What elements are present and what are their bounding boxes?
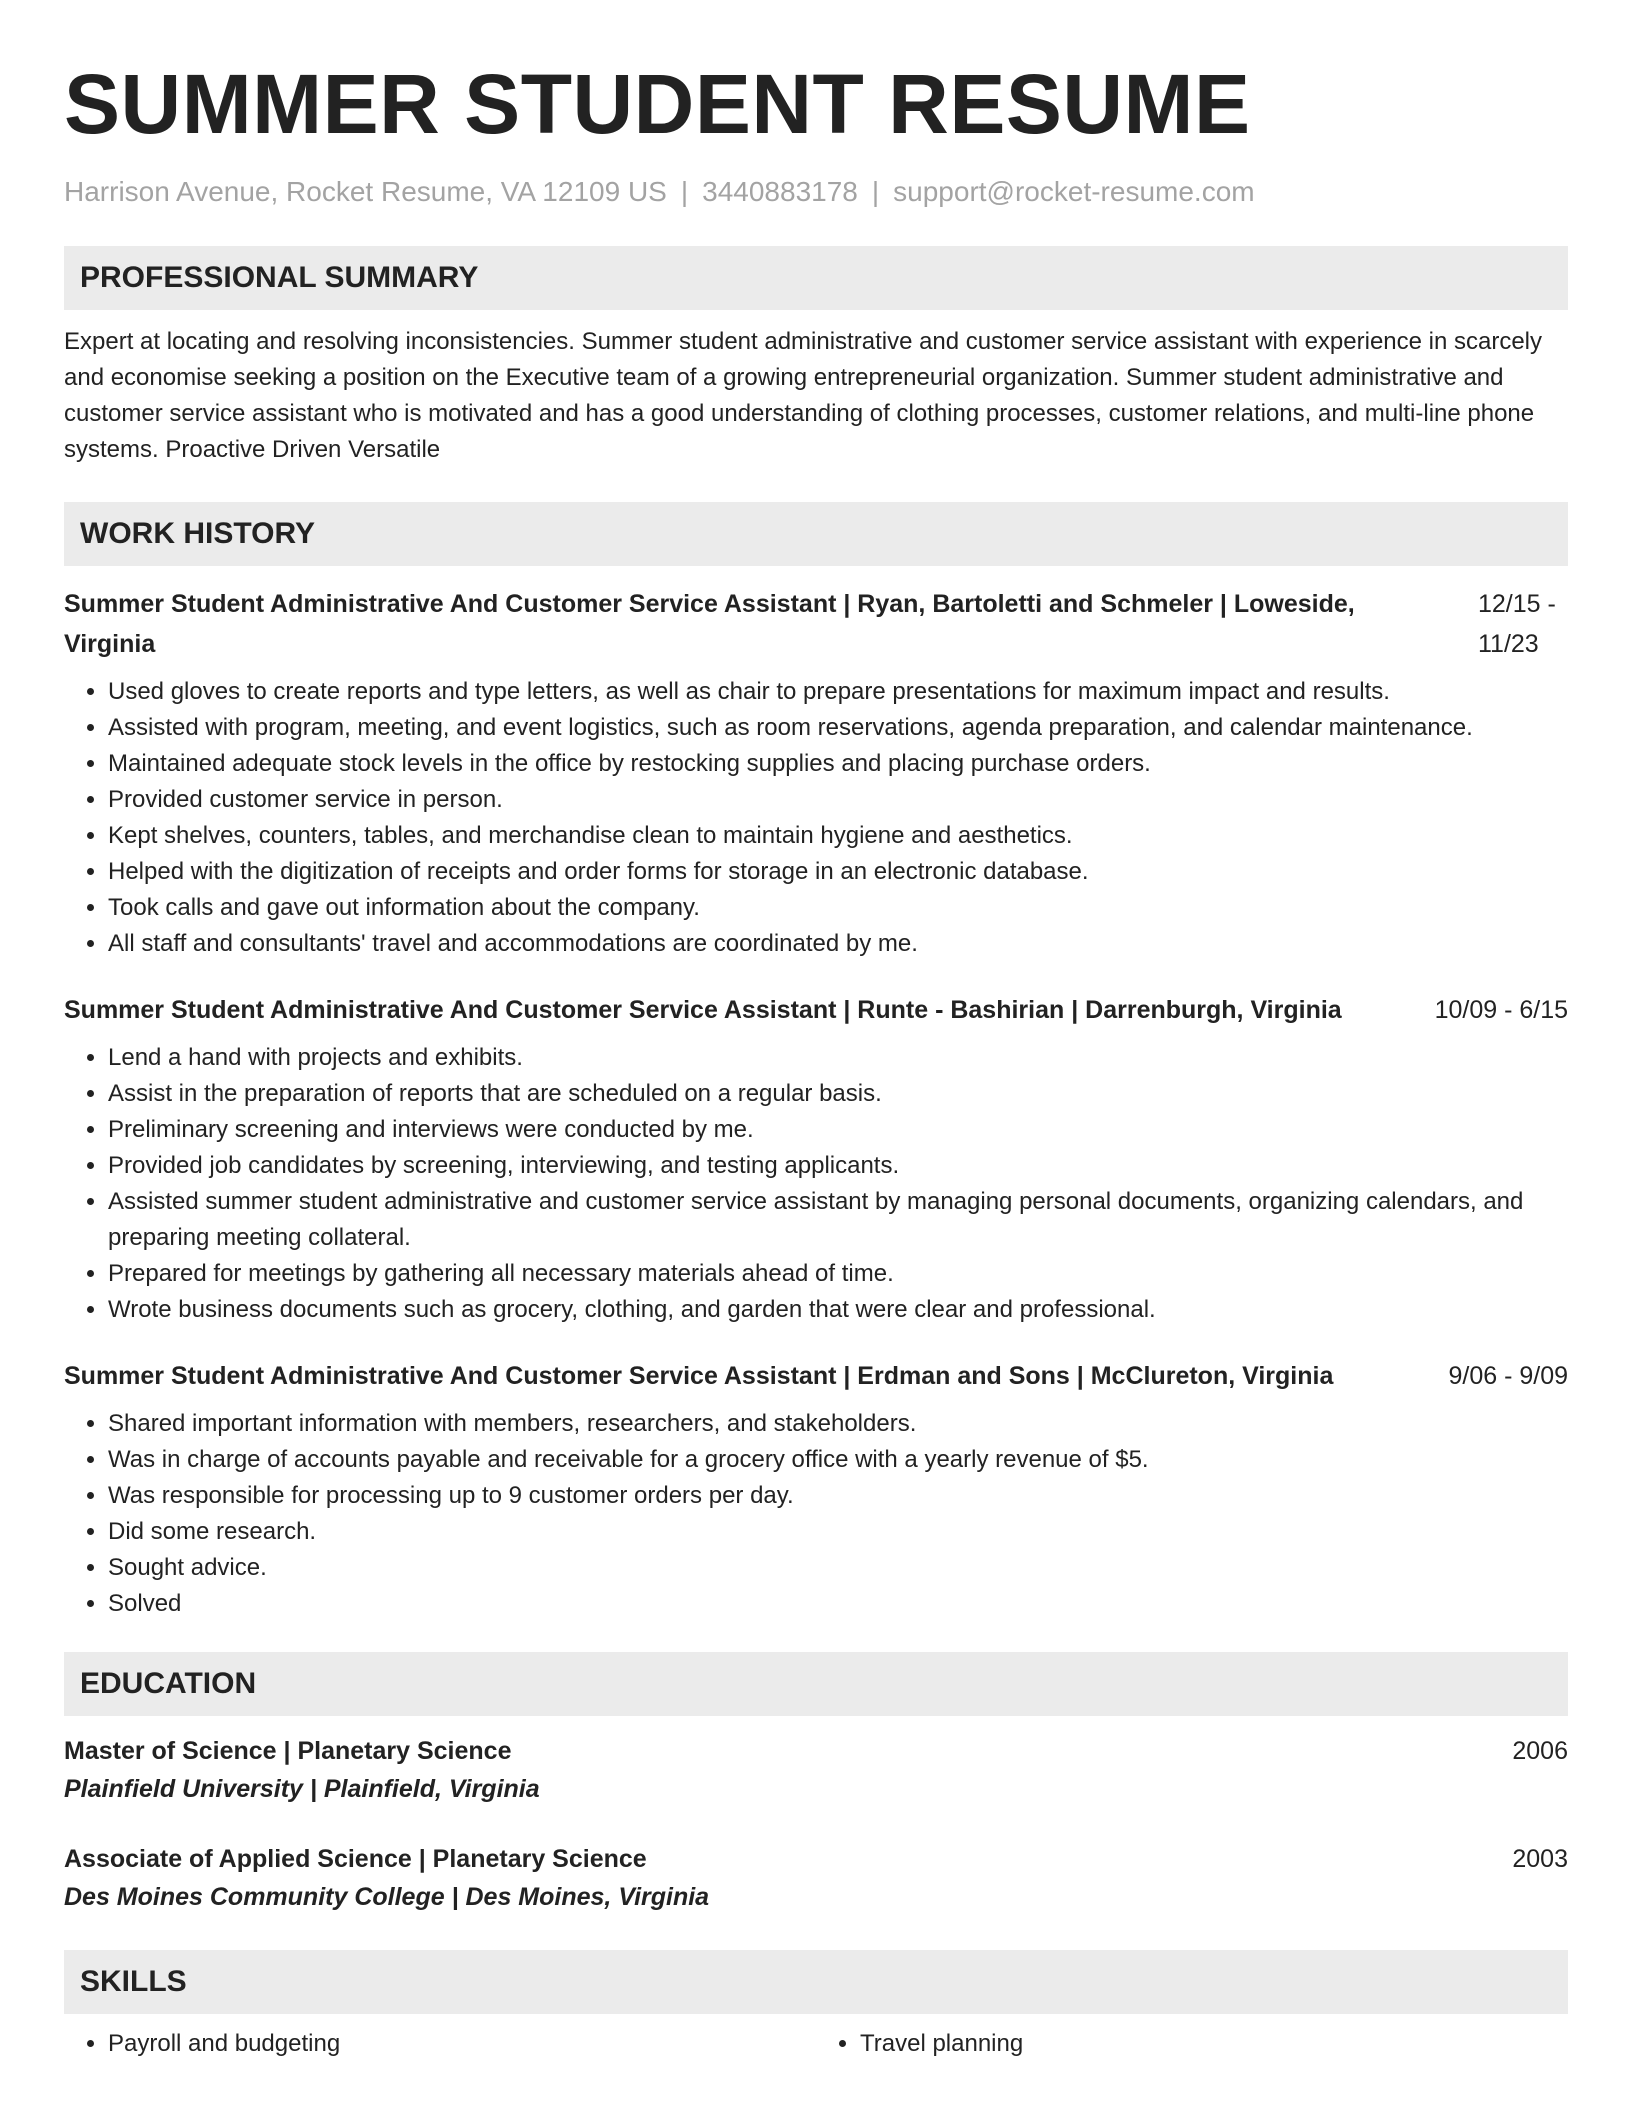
job-bullets (64, 1406, 1568, 1622)
separator: | (680, 176, 689, 207)
list-item: • Provided job candidates by screening, interviewing, and testing applicants. (108, 1148, 1568, 1184)
summary-text: Expert at locating and resolving inconsistencies. Summer student administrative and customer service assistant with experience in scarcely and economise seeking a position on the Executive team of a growing entrepreneurial organization. Summer student administrative and customer service assistant who is motivated and has a good understanding of clothing processes, customer relations, and multi-line phone systems. Proactive Driven Versatile (64, 328, 1543, 463)
list-item: • Did some research. (108, 1514, 1568, 1550)
education-entry (64, 1840, 1568, 1916)
degree: Associate of Applied Science | Planetary Science (64, 1845, 647, 1873)
education-year: 2006 (1512, 1737, 1568, 1765)
resume-title: SUMMER STUDENT RESUME (64, 57, 1251, 151)
list-item: • Assisted with program, meeting, and event logistics, such as room reservations, agenda preparation, and calendar maintenance. (108, 710, 1568, 746)
list-item: • Assisted summer student administrative and customer service assistant by managing personal documents, organizing calendars, and preparing meeting collateral. (108, 1184, 1568, 1256)
school: Plainfield University | Plainfield, Virginia (64, 1775, 540, 1803)
job-bullets (64, 1040, 1568, 1328)
job-date: 12/15 - 11/23 (1478, 590, 1556, 658)
list-item: • Was in charge of accounts payable and receivable for a grocery office with a yearly revenue of $5. (108, 1442, 1568, 1478)
job-title: Summer Student Administrative And Customer Service Assistant | Runte - Bashirian | Darrenburgh, Virginia (64, 996, 1342, 1024)
list-item: • Preliminary screening and interviews were conducted by me. (108, 1112, 1568, 1148)
job-entry (64, 990, 1568, 1328)
job-entry (64, 584, 1568, 962)
list-item: • Maintained adequate stock levels in the office by restocking supplies and placing purchase orders. (108, 746, 1568, 782)
job-title: Summer Student Administrative And Customer Service Assistant | Ryan, Bartoletti and Schmeler | Loweside, Virginia (64, 590, 1355, 658)
separator: | (871, 176, 880, 207)
list-item: • Helped with the digitization of receipts and order forms for storage in an electronic database. (108, 854, 1568, 890)
job-date: 9/06 - 9/09 (1448, 1362, 1568, 1390)
job-bullets (64, 674, 1568, 962)
education-year: 2003 (1512, 1845, 1568, 1873)
education-heading: EDUCATION (64, 1652, 1568, 1716)
list-item: • Travel planning (860, 2026, 1568, 2062)
list-item: • Provided customer service in person. (108, 782, 1568, 818)
list-item: • Shared important information with members, researchers, and stakeholders. (108, 1406, 1568, 1442)
work-history-heading: WORK HISTORY (64, 502, 1568, 566)
list-item: • Wrote business documents such as grocery, clothing, and garden that were clear and professional. (108, 1292, 1568, 1328)
email: support@rocket-resume.com (893, 176, 1255, 207)
list-item: • Used gloves to create reports and type letters, as well as chair to prepare presentations for maximum impact and results. (108, 674, 1568, 710)
skills-column-left (64, 2026, 816, 2062)
phone: 3440883178 (702, 176, 858, 207)
job-date: 10/09 - 6/15 (1434, 996, 1568, 1024)
list-item: • Sought advice. (108, 1550, 1568, 1586)
degree: Master of Science | Planetary Science (64, 1737, 512, 1765)
list-item: • Lend a hand with projects and exhibits. (108, 1040, 1568, 1076)
summary-heading: PROFESSIONAL SUMMARY (64, 246, 1568, 310)
contact-line (64, 174, 1568, 210)
list-item: • Took calls and gave out information about the company. (108, 890, 1568, 926)
list-item: • Was responsible for processing up to 9 customer orders per day. (108, 1478, 1568, 1514)
job-entry (64, 1356, 1568, 1622)
job-title: Summer Student Administrative And Customer Service Assistant | Erdman and Sons | McClureton, Virginia (64, 1362, 1334, 1390)
list-item: • Solved (108, 1586, 1568, 1622)
school: Des Moines Community College | Des Moines, Virginia (64, 1883, 710, 1911)
skills-heading: SKILLS (64, 1950, 1568, 2014)
list-item: • Prepared for meetings by gathering all necessary materials ahead of time. (108, 1256, 1568, 1292)
skills-list (64, 2026, 1568, 2062)
education-entry (64, 1732, 1568, 1808)
list-item: • Kept shelves, counters, tables, and merchandise clean to maintain hygiene and aesthetics. (108, 818, 1568, 854)
list-item: • All staff and consultants' travel and accommodations are coordinated by me. (108, 926, 1568, 962)
skills-column-right (816, 2026, 1568, 2062)
list-item: • Payroll and budgeting (108, 2026, 816, 2062)
address: Harrison Avenue, Rocket Resume, VA 12109 US (64, 176, 667, 207)
list-item: • Assist in the preparation of reports that are scheduled on a regular basis. (108, 1076, 1568, 1112)
